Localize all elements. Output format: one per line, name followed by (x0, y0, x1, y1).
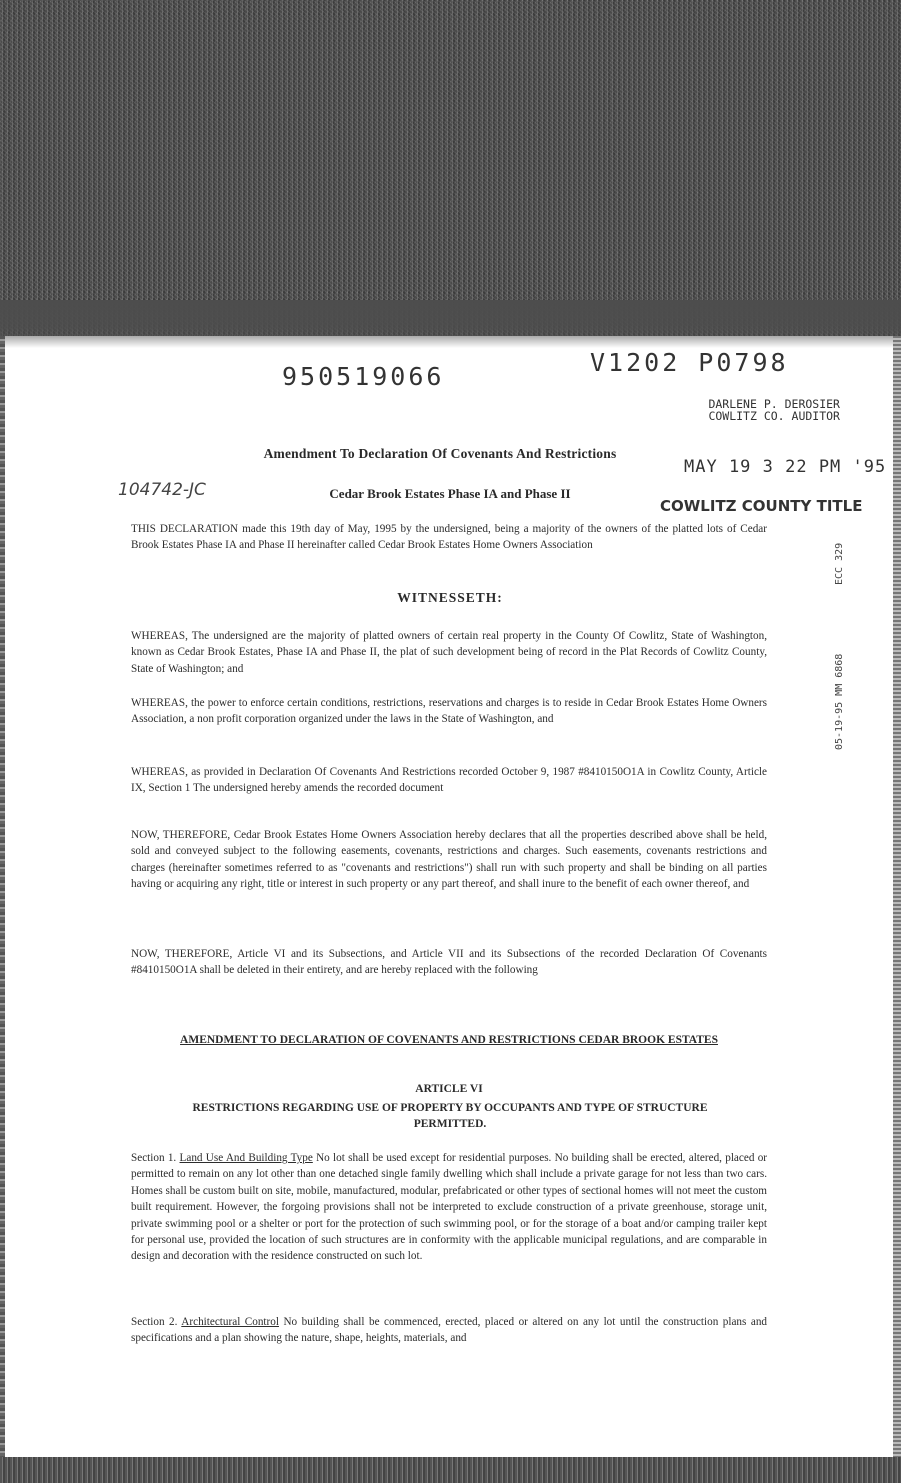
document-number-stamp: 950519066 (282, 362, 445, 391)
side-reference-a: ECC 329 (834, 542, 845, 585)
document-subtitle: Cedar Brook Estates Phase IA and Phase II (329, 486, 571, 501)
scan-noise-fade (0, 300, 901, 348)
intro-paragraph: THIS DECLARATION made this 19th day of May, 1995 by the undersigned, being a majority of the owners of the platted lots of Cedar Brook Estates Phase IA and Phase II hereinafter called Cedar Brook Estates Home Owners Association (131, 523, 767, 552)
recording-timestamp: MAY 19 3 22 PM '95 (684, 457, 887, 477)
amendment-heading: AMENDMENT TO DECLARATION OF COVENANTS AND RESTRICTIONS CEDAR BROOK ESTATES (180, 1034, 718, 1046)
article-label: ARTICLE VI (415, 1083, 483, 1095)
section-2-title: Architectural Control (181, 1316, 279, 1328)
title-company-stamp: COWLITZ COUNTY TITLE (660, 497, 863, 515)
section-1-title: Land Use And Building Type (179, 1152, 313, 1164)
scan-noise-top (0, 0, 901, 336)
section-1-label: Section 1. (131, 1152, 177, 1164)
side-reference-b: 05-19-95 MM 6868 (834, 653, 845, 750)
section-2-label: Section 2. (131, 1316, 178, 1328)
auditor-office: COWLITZ CO. AUDITOR (708, 409, 840, 423)
section-1-paragraph (131, 1150, 767, 1265)
now-therefore-paragraph-1: NOW, THEREFORE, Cedar Brook Estates Home Owners Association hereby declares that all the properties described above shall be held, sold and conveyed subject to the following easements, covenants, restrictions and charges. Such easements, covenants restrictions and charges (hereinafter sometimes referred to as "covenants and restrictions") shall run with such property and shall be binding on all parties having or acquiring any right, title or interest in such property or any part thereof, and shall inure to the benefit of each owner thereof, and (131, 829, 767, 891)
scan-right-edge (893, 336, 901, 1461)
document-title: Amendment To Declaration Of Covenants And Restrictions (263, 446, 617, 461)
section-2-paragraph (131, 1314, 767, 1347)
section-1-text: No lot shall be used except for residential purposes. No building shall be erected, altered, placed or permitted to remain on any lot other than one detached single family dwelling which shall include a private garage for not less than two cars. Homes shall be custom built on site, mobile, manufactured, modular, prefabricated or other types of sectional homes will not meet the custom built requirement. However, the forgoing provisions shall not be interpreted to exclude construction of a private greenhouse, storage unit, private swimming pool or a shelter or port for the protection of such swimming pool, or for the storage of a boat and/or camping trailer kept for personal use, provided the location of such structures are in conformity with the applicable municipal regulations, and are comparable in design and decoration with the residence constructed on such lot. (131, 1152, 768, 1263)
witnesseth-heading: WITNESSETH: (397, 590, 503, 605)
auditor-name: DARLENE P. DEROSIER (708, 397, 840, 411)
handwritten-reference: 104742-JC (118, 480, 206, 500)
auditor-stamp (676, 398, 840, 422)
volume-page-stamp: V1202 P0798 (590, 348, 789, 377)
scan-left-edge (0, 336, 5, 1461)
article-title: RESTRICTIONS REGARDING USE OF PROPERTY BY OCCUPANTS AND TYPE OF STRUCTURE PERMITTED. (192, 1102, 708, 1130)
section-2-text: No building shall be commenced, erected, placed or altered on any lot until the construction plans and specifications and a plan showing the nature, shape, heights, materials, and (131, 1316, 768, 1345)
whereas-paragraph-2: WHEREAS, the power to enforce certain conditions, restrictions, reservations and charges is to reside in Cedar Brook Estates Home Owners Association, a non profit corporation organized under the laws in the State of Washington, and (131, 697, 767, 726)
scan-noise-bottom (0, 1457, 901, 1483)
whereas-paragraph-3: WHEREAS, as provided in Declaration Of Covenants And Restrictions recorded October 9, 1987 #8410150O1A in Cowlitz County, Article IX, Section 1 The undersigned hereby amends the recorded document (131, 766, 767, 795)
whereas-paragraph-1: WHEREAS, The undersigned are the majority of platted owners of certain real property in the County Of Cowlitz, State of Washington, known as Cedar Brook Estates, Phase IA and Phase II, the plat of such development being of record in the Plat Records of Cowlitz County, State of Washington; and (131, 630, 767, 675)
now-therefore-paragraph-2: NOW, THEREFORE, Article VI and its Subsections, and Article VII and its Subsections of the recorded Declaration Of Covenants #8410150O1A shall be deleted in their entirety, and are hereby replaced with the following (131, 948, 767, 977)
